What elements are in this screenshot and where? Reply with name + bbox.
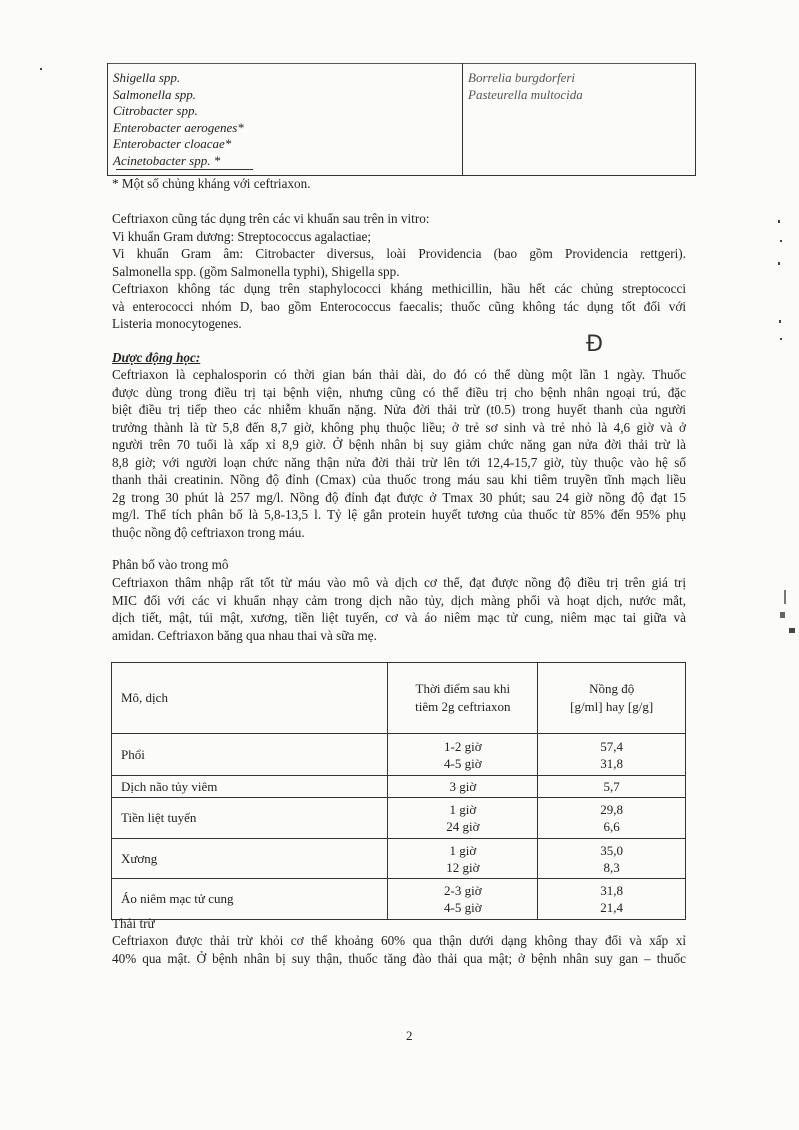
text-line: dịch tiết, mật, túi mật, xương, tiền liệt tuyến, cơ và áo niêm mạc tử cung, niêm mạc tai giữa và xyxy=(112,610,686,625)
text-line: Ceftriaxon không tác dụng trên staphylococci kháng methicillin, hầu hết các chủng streptococci xyxy=(112,281,686,296)
scan-speck xyxy=(780,612,785,618)
concentration-cell xyxy=(538,839,686,879)
header-line: Thời điểm sau khi xyxy=(415,681,511,696)
elimination-heading: Thải trừ xyxy=(112,916,155,931)
concentration-cell xyxy=(538,734,686,776)
time-value: 1-2 giờ xyxy=(444,738,482,754)
text-line: Vi khuẩn Gram âm: Citrobacter diversus, loài Providencia (bao gồm Providencia rettgeri). xyxy=(112,246,686,261)
bacteria-right-item: Pasteurella multocida xyxy=(468,86,583,102)
concentration-value: 5,7 xyxy=(603,779,620,794)
tissue-name: Tiền liệt tuyến xyxy=(112,798,388,839)
resistance-note: * Một số chủng kháng với ceftriaxon. xyxy=(112,176,311,191)
text-line: biệt điều trị tiếp theo các nhiễm khuẩn nặng. Nửa đời thải trừ (t0.5) trong huyết thanh của người xyxy=(112,402,686,417)
header-line: Mô, dịch xyxy=(121,690,168,705)
text-line: Ceftriaxon thâm nhập rất tốt từ máu vào mô và dịch cơ thể, đạt được nồng độ điều trị trên giá trị xyxy=(112,575,686,590)
scan-speck xyxy=(789,628,795,633)
scan-speck xyxy=(784,590,786,604)
time-value: 4-5 giờ xyxy=(444,900,482,915)
table-header-cell xyxy=(388,663,538,734)
time-cell xyxy=(388,734,538,776)
time-value: 2-3 giờ xyxy=(444,883,482,898)
text-line: Vi khuẩn Gram dương: Streptococcus agalactiae; xyxy=(112,228,372,244)
time-cell xyxy=(388,798,538,839)
scan-speck xyxy=(778,220,780,223)
table-row xyxy=(112,734,686,776)
time-value: 3 giờ xyxy=(449,779,477,794)
table-row xyxy=(112,798,686,839)
tissue-name: Áo niêm mạc tử cung xyxy=(112,879,388,920)
text-line: Listeria monocytogenes. xyxy=(112,316,242,331)
concentration-value: 8,3 xyxy=(603,859,620,875)
table-top-border xyxy=(108,63,695,64)
concentration-cell xyxy=(538,798,686,839)
bacteria-left-item: Enterobacter aerogenes* xyxy=(113,119,244,135)
pk-heading: Dược động học: xyxy=(112,350,201,365)
scan-speck xyxy=(780,240,782,242)
text-line: người trên 70 tuổi là xấp xỉ 8,9 giờ. Ở bệnh nhân bị suy giảm chức năng gan nửa đời thải trừ là xyxy=(112,437,686,452)
bacteria-table xyxy=(107,63,696,176)
text-line: Ceftriaxon được thải trừ khỏi cơ thể khoảng 60% qua thận dưới dạng không thay đổi và xấp xỉ xyxy=(112,933,686,948)
concentration-value: 29,8 xyxy=(600,802,624,817)
header-line: Nồng độ xyxy=(589,681,635,696)
table-header-cell xyxy=(538,663,686,734)
text-line: Salmonella spp. (gồm Salmonella typhi), Shigella spp. xyxy=(112,263,400,279)
concentration-value: 21,4 xyxy=(600,900,624,915)
bacteria-right-item: Borrelia burgdorferi xyxy=(468,70,576,85)
time-value: 12 giờ xyxy=(446,859,480,875)
tissue-name: Phổi xyxy=(112,734,388,776)
initials-signature: Đ xyxy=(586,332,604,357)
page-number: 2 xyxy=(406,1028,413,1043)
concentration-value: 57,4 xyxy=(600,738,624,754)
bacteria-left-item: Salmonella spp. xyxy=(113,86,197,102)
scan-speck xyxy=(779,320,781,323)
text-line: Ceftriaxon là cephalosporin có thời gian bán thải dài, do đó có thể dùng một lần 1 ngày. Thuốc xyxy=(112,367,686,382)
table-header-row xyxy=(112,663,686,734)
tissue-name: Dịch não tủy viêm xyxy=(112,776,388,798)
time-value: 1 giờ xyxy=(449,842,477,858)
tissue-concentration-table xyxy=(111,662,686,920)
table-row xyxy=(112,776,686,798)
scan-speck xyxy=(40,68,42,70)
distribution-heading: Phân bố vào trong mô xyxy=(112,557,229,572)
text-line: mg/l. Thể tích phân bố là 5,8-13,5 l. Tỷ lệ gắn protein huyết tương của thuốc từ 85% đến 95% phụ xyxy=(112,507,686,522)
table-header-cell xyxy=(112,663,388,734)
header-line: [g/ml] hay [g/g] xyxy=(570,699,654,714)
bacteria-left-item: Citrobacter spp. xyxy=(113,103,198,119)
text-line: 8,8 giờ; với người loạn chức năng thận nửa đời thải trừ lên tới 12,4-15,7 giờ, tùy thuộc vào hệ số xyxy=(112,454,686,470)
text-line: và enterococci nhóm D, bao gồm Enterococcus faecalis; thuốc cũng không tác dụng tốt đối với xyxy=(112,298,686,314)
concentration-value: 35,0 xyxy=(600,842,624,858)
time-cell xyxy=(388,839,538,879)
tissue-name: Xương xyxy=(112,839,388,879)
text-line: MIC đối với các vi khuẩn nhạy cảm trong dịch não tủy, dịch màng phổi và hoạt dịch, nước mắt, xyxy=(112,592,686,608)
bacteria-left-item: Enterobacter cloacae* xyxy=(113,136,232,152)
time-cell xyxy=(388,879,538,920)
text-line: trưởng thành là từ 5,8 đến 8,7 giờ, không phụ thuộc liều; ở trẻ sơ sinh và trẻ nhỏ là 4,6 giờ và ở xyxy=(112,419,686,435)
concentration-value: 31,8 xyxy=(600,755,624,771)
scan-speck xyxy=(780,338,782,340)
concentration-cell xyxy=(538,776,686,798)
header-line: tiêm 2g ceftriaxon xyxy=(415,699,511,714)
text-line: Ceftriaxon cũng tác dụng trên các vi khuẩn sau trên in vitro: xyxy=(112,211,430,226)
table-row xyxy=(112,839,686,879)
concentration-value: 6,6 xyxy=(603,819,620,834)
text-line: thuộc nồng độ ceftriaxon trong máu. xyxy=(112,524,305,540)
text-line: amidan. Ceftriaxon băng qua nhau thai và sữa mẹ. xyxy=(112,627,377,643)
text-line: 40% qua mật. Ở bệnh nhân bị suy thận, thuốc tăng đào thải qua mật; ở bệnh nhân suy gan – thuốc xyxy=(112,950,686,966)
concentration-value: 31,8 xyxy=(600,883,624,898)
table-cell-underline xyxy=(116,169,253,170)
concentration-cell xyxy=(538,879,686,920)
bacteria-left-item: Acinetobacter spp. * xyxy=(113,153,221,168)
table-row xyxy=(112,879,686,920)
time-cell xyxy=(388,776,538,798)
table-column-divider xyxy=(462,63,463,175)
time-value: 24 giờ xyxy=(446,819,480,834)
text-line: được dùng trong điều trị tại bệnh viện, nhưng cũng có thể điều trị cho bệnh nhân ngoại trú, đặc xyxy=(112,384,686,400)
text-line: thanh thải creatinin. Nồng độ đỉnh (Cmax) của thuốc trong máu sau khi tiêm truyền tĩnh mạch liều xyxy=(112,472,686,487)
text-line: 2g trong 30 phút là 257 mg/l. Nồng độ đỉnh đạt được ở Tmax 30 phút; sau 24 giờ nồng độ đạt 15 xyxy=(112,489,686,505)
bacteria-left-item: Shigella spp. xyxy=(113,70,181,85)
time-value: 4-5 giờ xyxy=(444,755,482,771)
scan-speck xyxy=(778,262,780,265)
time-value: 1 giờ xyxy=(449,802,477,817)
